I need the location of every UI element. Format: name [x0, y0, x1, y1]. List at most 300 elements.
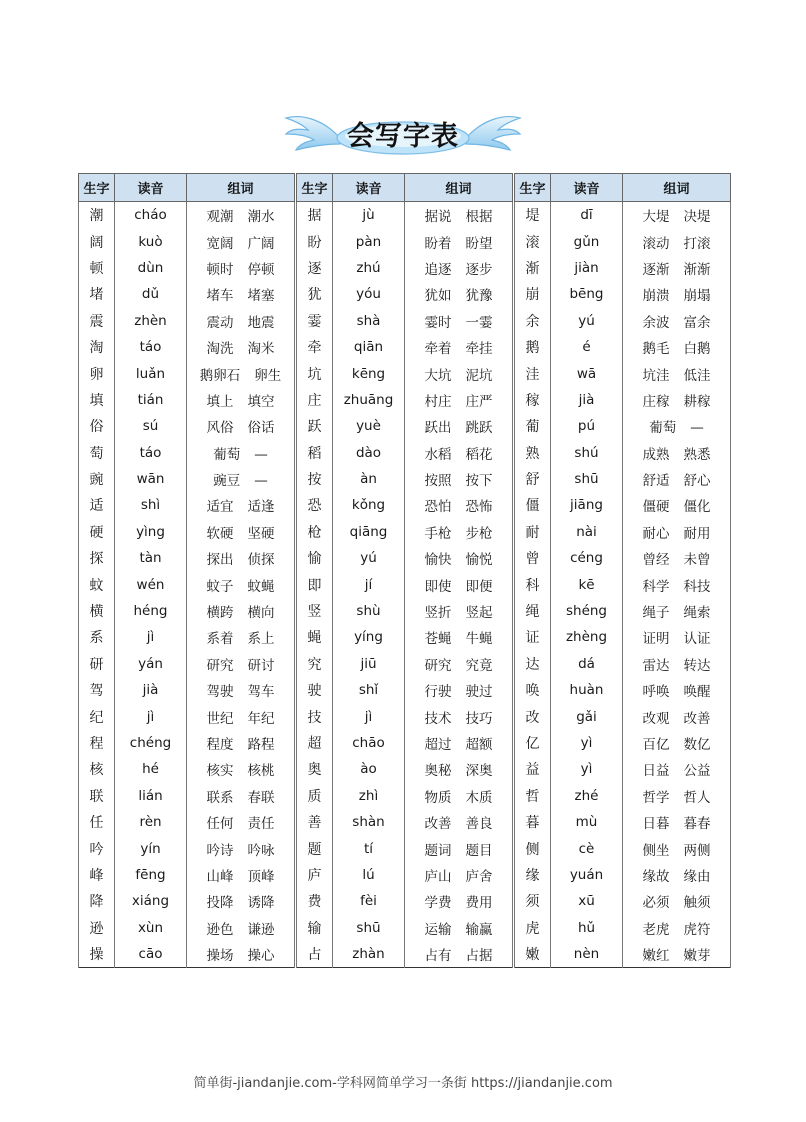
- char-cell: 霎: [297, 308, 333, 334]
- table-row: [297, 228, 513, 254]
- table-row: [297, 413, 513, 439]
- pinyin-cell: shū: [551, 466, 623, 492]
- pinyin-cell: kēng: [333, 360, 405, 386]
- char-cell: 蚊: [79, 571, 115, 597]
- word: 犹如: [424, 288, 452, 305]
- table-row: [515, 703, 731, 729]
- table-row: [79, 651, 295, 677]
- word: 技术: [424, 710, 452, 727]
- words-cell: [623, 888, 731, 914]
- word: 大坑: [424, 367, 452, 384]
- table-row: [297, 440, 513, 466]
- char-cell: 技: [297, 703, 333, 729]
- word: 系着: [206, 631, 234, 648]
- table-row: [297, 756, 513, 782]
- word: 核实: [206, 763, 234, 780]
- table-row: [297, 677, 513, 703]
- table-row: [515, 730, 731, 756]
- table-row: [79, 308, 295, 334]
- table-row: [79, 835, 295, 861]
- char-cell: 滚: [515, 228, 551, 254]
- word: 物质: [424, 789, 452, 806]
- words-cell: [623, 571, 731, 597]
- word: 即使: [424, 578, 452, 595]
- words-cell: [405, 941, 513, 968]
- word: 责任: [247, 816, 275, 833]
- words-cell: [187, 519, 295, 545]
- pinyin-cell: nài: [551, 519, 623, 545]
- word: 触须: [683, 895, 711, 912]
- word: 逐渐: [642, 261, 670, 278]
- words-cell: [187, 360, 295, 386]
- pinyin-cell: jì: [115, 703, 187, 729]
- word: 诱降: [247, 895, 275, 912]
- pinyin-cell: hǔ: [551, 915, 623, 941]
- table-row: [515, 651, 731, 677]
- word: 春联: [247, 789, 275, 806]
- char-cell: 潮: [79, 202, 115, 229]
- word: 任何: [206, 816, 234, 833]
- char-cell: 阔: [79, 228, 115, 254]
- char-cell: 探: [79, 545, 115, 571]
- pinyin-cell: shàn: [333, 809, 405, 835]
- table-row: [297, 308, 513, 334]
- table-row: [79, 783, 295, 809]
- table-row: [515, 255, 731, 281]
- pinyin-cell: shǐ: [333, 677, 405, 703]
- words-cell: [187, 413, 295, 439]
- char-cell: 耐: [515, 519, 551, 545]
- word: 恐怕: [424, 499, 452, 516]
- char-cell: 驶: [297, 677, 333, 703]
- word: 庐山: [424, 868, 452, 885]
- table-row: [515, 756, 731, 782]
- word: 操心: [247, 948, 275, 965]
- table-row: [515, 888, 731, 914]
- char-cell: 硬: [79, 519, 115, 545]
- word: 愉悦: [465, 552, 493, 569]
- word: 路程: [247, 737, 275, 753]
- table-row: [297, 730, 513, 756]
- pinyin-cell: qiāng: [333, 519, 405, 545]
- word: 决堤: [683, 209, 711, 226]
- word: 超过: [424, 737, 452, 753]
- words-cell: [405, 440, 513, 466]
- pinyin-cell: jiāng: [551, 492, 623, 518]
- word: 坑洼: [642, 367, 670, 384]
- word: 公益: [683, 763, 711, 780]
- table-row: [297, 703, 513, 729]
- words-cell: [405, 703, 513, 729]
- pinyin-cell: táo: [115, 440, 187, 466]
- char-cell: 坑: [297, 360, 333, 386]
- char-cell: 纪: [79, 703, 115, 729]
- pinyin-cell: dá: [551, 651, 623, 677]
- words-cell: [405, 228, 513, 254]
- words-cell: [623, 756, 731, 782]
- word: 白鹅: [683, 341, 711, 358]
- word: 舒心: [683, 473, 711, 490]
- pinyin-cell: pú: [551, 413, 623, 439]
- table-header-row: [79, 174, 295, 202]
- pinyin-cell: shū: [333, 915, 405, 941]
- word: —: [690, 420, 704, 437]
- word: 竖折: [424, 605, 452, 622]
- word: 按照: [424, 473, 452, 490]
- words-cell: [623, 308, 731, 334]
- word: 观潮: [206, 209, 234, 226]
- word: 风俗: [206, 420, 234, 437]
- word: 按下: [465, 473, 493, 490]
- char-cell: 题: [297, 835, 333, 861]
- word: 深奥: [465, 763, 493, 780]
- word: 探出: [206, 552, 234, 569]
- words-cell: [187, 545, 295, 571]
- table-row: [515, 941, 731, 968]
- char-cell: 庄: [297, 387, 333, 413]
- word: 呼唤: [642, 684, 670, 701]
- pinyin-cell: shú: [551, 440, 623, 466]
- word: 系上: [247, 631, 275, 648]
- char-cell: 蝇: [297, 624, 333, 650]
- word: 低洼: [683, 367, 711, 384]
- word: 行驶: [424, 684, 452, 701]
- char-cell: 熟: [515, 440, 551, 466]
- words-cell: [187, 703, 295, 729]
- char-cell: 须: [515, 888, 551, 914]
- word: 费用: [465, 895, 493, 912]
- table-row: [515, 809, 731, 835]
- char-cell: 即: [297, 571, 333, 597]
- char-cell: 暮: [515, 809, 551, 835]
- table-row: [515, 466, 731, 492]
- table-row: [79, 624, 295, 650]
- table-row: [79, 413, 295, 439]
- table-row: [297, 281, 513, 307]
- char-cell: 吟: [79, 835, 115, 861]
- word: 改观: [642, 710, 670, 727]
- words-cell: [623, 255, 731, 281]
- word: 宽阔: [206, 235, 234, 252]
- pinyin-cell: pàn: [333, 228, 405, 254]
- word: 地震: [247, 314, 275, 331]
- word: 输赢: [465, 921, 493, 938]
- pinyin-cell: kuò: [115, 228, 187, 254]
- table-row: [297, 519, 513, 545]
- char-cell: 顿: [79, 255, 115, 281]
- words-cell: [405, 545, 513, 571]
- words-cell: [187, 624, 295, 650]
- word: 改善: [683, 710, 711, 727]
- word: 庄严: [465, 393, 493, 410]
- pinyin-cell: yú: [333, 545, 405, 571]
- char-cell: 曾: [515, 545, 551, 571]
- header-pinyin: 读音: [115, 174, 187, 202]
- table-row: [79, 228, 295, 254]
- word: 填空: [247, 393, 275, 410]
- word: 豌豆: [213, 473, 241, 490]
- word: 木质: [465, 789, 493, 806]
- word: 泥坑: [465, 367, 493, 384]
- words-cell: [623, 202, 731, 229]
- word: 技巧: [465, 710, 493, 727]
- words-cell: [623, 413, 731, 439]
- table-row: [515, 492, 731, 518]
- words-cell: [623, 624, 731, 650]
- word: 大堤: [642, 209, 670, 226]
- pinyin-cell: sú: [115, 413, 187, 439]
- pinyin-cell: yíng: [333, 624, 405, 650]
- words-cell: [623, 228, 731, 254]
- word: 步枪: [465, 525, 493, 542]
- char-cell: 据: [297, 202, 333, 229]
- word: 投降: [206, 895, 234, 912]
- words-cell: [187, 281, 295, 307]
- words-cell: [187, 387, 295, 413]
- char-cell: 稻: [297, 440, 333, 466]
- table-row: [515, 440, 731, 466]
- word: 研究: [206, 657, 234, 674]
- char-cell: 余: [515, 308, 551, 334]
- word: 俗话: [247, 420, 275, 437]
- table-row: [297, 624, 513, 650]
- word: 崩塌: [683, 288, 711, 305]
- char-cell: 虎: [515, 915, 551, 941]
- words-cell: [405, 519, 513, 545]
- table-row: [515, 387, 731, 413]
- pinyin-cell: yì: [551, 730, 623, 756]
- char-cell: 庐: [297, 862, 333, 888]
- table-row: [297, 835, 513, 861]
- header-pinyin: 读音: [333, 174, 405, 202]
- char-cell: 逊: [79, 915, 115, 941]
- word: 水稻: [424, 446, 452, 463]
- characters-table-3: [514, 173, 731, 968]
- word: 适逢: [247, 499, 275, 516]
- word: 霎时: [424, 314, 452, 331]
- words-cell: [623, 519, 731, 545]
- word: 核桃: [247, 763, 275, 780]
- pinyin-cell: jí: [333, 571, 405, 597]
- word: 嫩红: [642, 948, 670, 965]
- words-cell: [187, 202, 295, 229]
- word: 研讨: [247, 657, 275, 674]
- char-cell: 鹅: [515, 334, 551, 360]
- table-row: [515, 915, 731, 941]
- word: 世纪: [206, 710, 234, 727]
- word: 超额: [465, 737, 493, 753]
- pinyin-cell: jiàn: [551, 255, 623, 281]
- table-row: [79, 730, 295, 756]
- word: 嫩芽: [683, 948, 711, 965]
- words-cell: [623, 703, 731, 729]
- pinyin-cell: rèn: [115, 809, 187, 835]
- char-cell: 达: [515, 651, 551, 677]
- char-cell: 豌: [79, 466, 115, 492]
- word: 年纪: [247, 710, 275, 727]
- table-row: [515, 598, 731, 624]
- char-cell: 联: [79, 783, 115, 809]
- char-cell: 峰: [79, 862, 115, 888]
- word: 暮春: [683, 816, 711, 833]
- word: 山峰: [206, 868, 234, 885]
- word: 唤醒: [683, 684, 711, 701]
- char-cell: 舒: [515, 466, 551, 492]
- word: 占据: [465, 948, 493, 965]
- word: 证明: [642, 631, 670, 648]
- words-cell: [187, 835, 295, 861]
- table-row: [515, 783, 731, 809]
- page-title: 会写字表: [347, 121, 459, 152]
- word: 未曾: [683, 552, 711, 569]
- word: 研究: [424, 657, 452, 674]
- pinyin-cell: jià: [115, 677, 187, 703]
- char-cell: 卵: [79, 360, 115, 386]
- char-cell: 萄: [79, 440, 115, 466]
- word: 日暮: [642, 816, 670, 833]
- pinyin-cell: zhé: [551, 783, 623, 809]
- words-cell: [623, 598, 731, 624]
- word: 占有: [424, 948, 452, 965]
- word: 恐怖: [465, 499, 493, 516]
- char-cell: 堵: [79, 281, 115, 307]
- pinyin-cell: cháo: [115, 202, 187, 229]
- word: 雷达: [642, 657, 670, 674]
- words-cell: [623, 334, 731, 360]
- pinyin-cell: fēng: [115, 862, 187, 888]
- words-cell: [187, 941, 295, 968]
- char-cell: 愉: [297, 545, 333, 571]
- word: 百亿: [642, 737, 670, 753]
- pinyin-cell: zhuāng: [333, 387, 405, 413]
- words-cell: [187, 756, 295, 782]
- word: 广阔: [247, 235, 275, 252]
- table-header-row: [515, 174, 731, 202]
- table-row: [79, 756, 295, 782]
- words-cell: [405, 888, 513, 914]
- word: 虎符: [683, 921, 711, 938]
- pinyin-cell: jì: [333, 703, 405, 729]
- char-cell: 竖: [297, 598, 333, 624]
- words-cell: [405, 677, 513, 703]
- word: 庄稼: [642, 393, 670, 410]
- word: 卵生: [254, 367, 282, 384]
- pinyin-cell: wān: [115, 466, 187, 492]
- words-cell: [187, 677, 295, 703]
- word: 绳索: [683, 605, 711, 622]
- word: 盼着: [424, 235, 452, 252]
- word: 操场: [206, 948, 234, 965]
- word: 数亿: [683, 737, 711, 753]
- char-cell: 亿: [515, 730, 551, 756]
- words-cell: [623, 915, 731, 941]
- word: 僵硬: [642, 499, 670, 516]
- word: 崩溃: [642, 288, 670, 305]
- pinyin-cell: héng: [115, 598, 187, 624]
- pinyin-cell: yóu: [333, 281, 405, 307]
- table-row: [297, 598, 513, 624]
- table-row: [79, 703, 295, 729]
- words-cell: [187, 651, 295, 677]
- characters-table-1: [78, 173, 295, 968]
- words-cell: [623, 281, 731, 307]
- char-cell: 绳: [515, 598, 551, 624]
- word: 逊色: [206, 921, 234, 938]
- words-cell: [187, 334, 295, 360]
- table-row: [79, 941, 295, 968]
- word: 盼望: [465, 235, 493, 252]
- word: 跳跃: [465, 420, 493, 437]
- pinyin-cell: shéng: [551, 598, 623, 624]
- pinyin-cell: dùn: [115, 255, 187, 281]
- word: 根据: [465, 209, 493, 226]
- pinyin-cell: céng: [551, 545, 623, 571]
- header-pinyin: 读音: [551, 174, 623, 202]
- table-header-row: [297, 174, 513, 202]
- words-cell: [405, 730, 513, 756]
- char-cell: 奥: [297, 756, 333, 782]
- table-row: [297, 466, 513, 492]
- char-cell: 占: [297, 941, 333, 968]
- word: 转达: [683, 657, 711, 674]
- pinyin-cell: cāo: [115, 941, 187, 968]
- word: 鹅毛: [642, 341, 670, 358]
- words-cell: [405, 571, 513, 597]
- pinyin-cell: jiū: [333, 651, 405, 677]
- pinyin-cell: cè: [551, 835, 623, 861]
- pinyin-cell: xū: [551, 888, 623, 914]
- word: 科学: [642, 578, 670, 595]
- pinyin-cell: yìng: [115, 519, 187, 545]
- char-cell: 按: [297, 466, 333, 492]
- word: 程度: [206, 737, 234, 753]
- words-cell: [187, 228, 295, 254]
- word: 牵挂: [465, 341, 493, 358]
- char-cell: 震: [79, 308, 115, 334]
- words-cell: [405, 308, 513, 334]
- words-cell: [405, 835, 513, 861]
- pinyin-cell: yuán: [551, 862, 623, 888]
- pinyin-cell: tàn: [115, 545, 187, 571]
- words-cell: [187, 440, 295, 466]
- pinyin-cell: luǎn: [115, 360, 187, 386]
- word: 堵车: [206, 288, 234, 305]
- table-row: [79, 466, 295, 492]
- word: 据说: [424, 209, 452, 226]
- pinyin-cell: gǎi: [551, 703, 623, 729]
- header-char: 生字: [297, 174, 333, 202]
- words-cell: [405, 202, 513, 229]
- word: 联系: [206, 789, 234, 806]
- pinyin-cell: zhàn: [333, 941, 405, 968]
- words-cell: [187, 492, 295, 518]
- table-row: [79, 440, 295, 466]
- table-row: [79, 281, 295, 307]
- words-cell: [623, 809, 731, 835]
- pinyin-cell: dào: [333, 440, 405, 466]
- table-row: [79, 492, 295, 518]
- char-cell: 恐: [297, 492, 333, 518]
- table-row: [515, 413, 731, 439]
- char-cell: 犹: [297, 281, 333, 307]
- pinyin-cell: tí: [333, 835, 405, 861]
- words-cell: [623, 545, 731, 571]
- words-cell: [187, 783, 295, 809]
- table-row: [79, 862, 295, 888]
- word: 善良: [465, 816, 493, 833]
- word: 蚊子: [206, 578, 234, 595]
- word: 村庄: [424, 393, 452, 410]
